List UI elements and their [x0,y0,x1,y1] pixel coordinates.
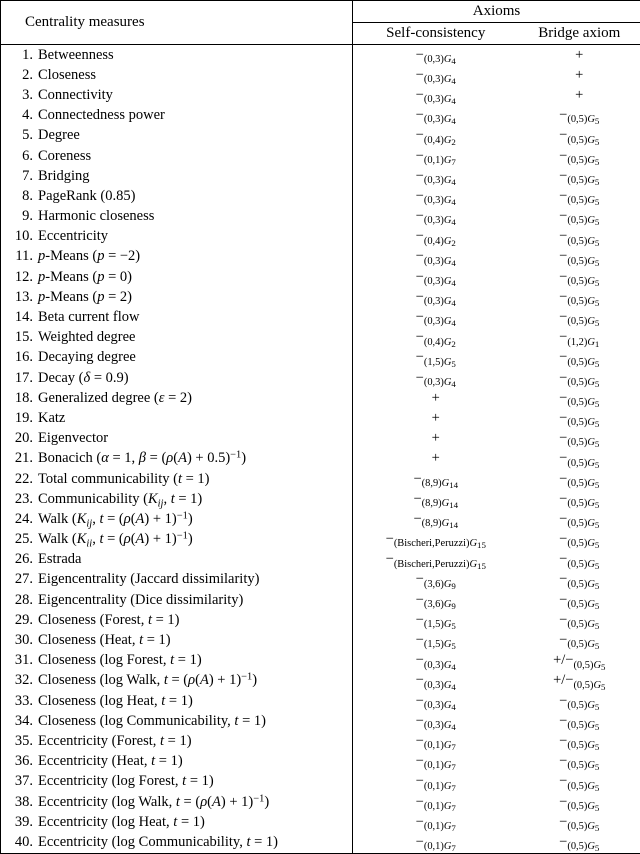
measure-cell [1,812,353,832]
self-consistency-cell: $-_{(3,6)G_9}$ [353,590,519,610]
table-row [1,651,640,671]
bridge-axiom-cell: $-_{(0,5)G_5}$ [519,832,640,853]
self-consistency-cell: $-_{(8,9)G_{14}}$ [353,489,519,509]
self-consistency-cell: $-_{(0,4)G_2}$ [353,328,519,348]
measure-cell [1,368,353,388]
self-consistency-cell: $-_{(0,1)G_7}$ [353,752,519,772]
measure-name: p-Means (p = 2) [38,289,132,305]
measure-cell [1,146,353,166]
measure-name: Connectivity [38,87,113,103]
row-number: 27. [7,571,33,588]
self-consistency-cell: + [353,429,519,449]
measure-cell [1,388,353,408]
bridge-axiom-cell: $-_{(0,5)G_5}$ [519,550,640,570]
row-number: 29. [7,612,33,629]
col-header-self-consistency: Self-consistency [353,23,519,45]
measure-cell [1,772,353,792]
bridge-axiom-cell: $-_{(0,5)G_5}$ [519,752,640,772]
self-consistency-cell: $-_{(0,3)G_4}$ [353,45,519,66]
row-number: 25. [7,531,33,548]
self-consistency-cell: $-_{(0,1)G_7}$ [353,792,519,812]
table-row [1,207,640,227]
bridge-axiom-cell: $-_{(0,5)G_5}$ [519,247,640,267]
measure-name: p-Means (p = 0) [38,269,132,285]
bridge-axiom-cell: $-_{(0,5)G_5}$ [519,368,640,388]
measure-name: Total communicability (t = 1) [38,471,209,487]
measure-name: Closeness (log Communicability, t = 1) [38,713,266,729]
measure-name: Closeness (Forest, t = 1) [38,612,180,628]
measure-cell [1,85,353,105]
table-row [1,812,640,832]
row-number: 11. [7,248,33,265]
measure-name: Closeness (log Heat, t = 1) [38,693,193,709]
row-number: 36. [7,753,33,770]
bridge-axiom-cell: $-_{(0,5)G_5}$ [519,287,640,307]
measure-cell [1,550,353,570]
bridge-axiom-cell: $-_{(0,5)G_5}$ [519,429,640,449]
measure-name: Connectedness power [38,107,165,123]
measure-name: Communicability ($K_{ij}$, t = 1) [38,491,202,507]
bridge-axiom-cell: $-_{(0,5)G_5}$ [519,570,640,590]
table-row [1,711,640,731]
table-row [1,388,640,408]
table-row [1,550,640,570]
row-number: 35. [7,733,33,750]
row-number: 20. [7,430,33,447]
table-row [1,65,640,85]
row-number: 34. [7,713,33,730]
table-row [1,307,640,327]
row-number: 38. [7,794,33,811]
row-number: 5. [7,127,33,144]
measure-cell [1,509,353,529]
table-row [1,570,640,590]
row-number: 16. [7,349,33,366]
bridge-axiom-cell: $-_{(0,5)G_5}$ [519,267,640,287]
measure-cell [1,570,353,590]
measure-name: Weighted degree [38,329,135,345]
table-row [1,731,640,751]
measure-name: Eigenvector [38,430,108,446]
self-consistency-cell: $-_{(0,1)G_7}$ [353,146,519,166]
measure-name: Eccentricity (log Communicability, t = 1) [38,834,278,850]
measure-cell [1,247,353,267]
self-consistency-cell: $-_{(0,3)G_4}$ [353,691,519,711]
table-row [1,691,640,711]
table-row [1,227,640,247]
bridge-axiom-cell: $-_{(0,5)G_5}$ [519,449,640,469]
table-row [1,408,640,428]
bridge-axiom-cell: $-_{(0,5)G_5}$ [519,630,640,650]
bridge-axiom-cell: $-_{(0,5)G_5}$ [519,307,640,327]
measure-cell [1,530,353,550]
measure-cell [1,590,353,610]
self-consistency-cell: $-_{(0,3)G_4}$ [353,85,519,105]
bridge-axiom-cell: $-_{(0,5)G_5}$ [519,691,640,711]
measure-name: Closeness (log Forest, t = 1) [38,652,202,668]
measure-name: Closeness (log Walk, $t = (\rho(A) + 1)^{-1}$) [38,672,257,688]
measure-name: Decaying degree [38,349,136,365]
self-consistency-cell: $-_{(0,3)G_4}$ [353,166,519,186]
self-consistency-cell: + [353,449,519,469]
measure-cell [1,489,353,509]
measure-name: Closeness [38,67,96,83]
row-number: 4. [7,107,33,124]
row-number: 10. [7,228,33,245]
table-body [1,45,640,854]
row-number: 7. [7,168,33,185]
measure-cell [1,752,353,772]
header-row-top [1,1,640,23]
bridge-axiom-cell: $-_{(0,5)G_5}$ [519,711,640,731]
self-consistency-cell: $-_{(Bischeri,Peruzzi)G_{15}}$ [353,550,519,570]
table-row [1,328,640,348]
bridge-axiom-cell: $-_{(0,5)G_5}$ [519,348,640,368]
table-row [1,630,640,650]
self-consistency-cell: $-_{(0,3)G_4}$ [353,106,519,126]
measure-name: Decay (δ = 0.9) [38,370,129,386]
measure-cell [1,408,353,428]
measure-name: p-Means (p = −2) [38,248,140,264]
table-row [1,671,640,691]
row-number: 3. [7,87,33,104]
measure-name: Betweenness [38,47,114,63]
measure-cell [1,227,353,247]
measure-name: Beta current flow [38,309,139,325]
measure-name: PageRank (0.85) [38,188,135,204]
self-consistency-cell: $-_{(0,3)G_4}$ [353,651,519,671]
row-number: 40. [7,834,33,851]
measure-name: Estrada [38,551,81,567]
measure-cell [1,106,353,126]
bridge-axiom-cell: $-_{(0,5)G_5}$ [519,469,640,489]
table-row [1,832,640,853]
measure-cell [1,166,353,186]
bridge-axiom-cell: $-_{(0,5)G_5}$ [519,812,640,832]
measure-cell [1,711,353,731]
row-number: 31. [7,652,33,669]
table-row [1,530,640,550]
measure-name: Degree [38,127,80,143]
self-consistency-cell: $-_{(8,9)G_{14}}$ [353,509,519,529]
self-consistency-cell: $-_{(0,4)G_2}$ [353,126,519,146]
measure-cell [1,307,353,327]
measure-name: Eccentricity (log Walk, $t = (\rho(A) + 1)^{-1}$) [38,794,269,810]
measure-name: Eccentricity (Forest, t = 1) [38,733,192,749]
table-row [1,146,640,166]
table-row [1,489,640,509]
row-number: 33. [7,693,33,710]
self-consistency-cell: $-_{(0,1)G_7}$ [353,731,519,751]
measure-name: Walk ($K_{ii}$, $t = (\rho(A) + 1)^{-1}$) [38,531,193,547]
bridge-axiom-cell: $-_{(0,5)G_5}$ [519,489,640,509]
self-consistency-cell: $-_{(0,3)G_4}$ [353,368,519,388]
measure-cell [1,671,353,691]
bridge-axiom-cell: $-_{(0,5)G_5}$ [519,388,640,408]
bridge-axiom-cell: $-_{(0,5)G_5}$ [519,731,640,751]
row-number: 24. [7,511,33,528]
bridge-axiom-cell: $+/-_{(0,5)G_5}$ [519,671,640,691]
row-number: 2. [7,67,33,84]
row-number: 18. [7,390,33,407]
table-row [1,509,640,529]
row-number: 23. [7,491,33,508]
self-consistency-cell: $-_{(1,5)G_5}$ [353,348,519,368]
self-consistency-cell: $-_{(0,4)G_2}$ [353,227,519,247]
bridge-axiom-cell: $-_{(0,5)G_5}$ [519,590,640,610]
table-row [1,429,640,449]
measure-cell [1,126,353,146]
self-consistency-cell: $-_{(0,1)G_7}$ [353,832,519,853]
measure-cell [1,832,353,853]
measure-cell [1,267,353,287]
bridge-axiom-cell: $+/-_{(0,5)G_5}$ [519,651,640,671]
row-number: 1. [7,47,33,64]
table-row [1,610,640,630]
measure-name: Eccentricity (Heat, t = 1) [38,753,183,769]
table-row [1,45,640,66]
self-consistency-cell: $-_{(0,3)G_4}$ [353,267,519,287]
table-row [1,247,640,267]
row-number: 19. [7,410,33,427]
row-number: 21. [7,450,33,467]
self-consistency-cell: $-_{(3,6)G_9}$ [353,570,519,590]
measure-name: Eccentricity [38,228,108,244]
table-row [1,449,640,469]
row-number: 32. [7,672,33,689]
bridge-axiom-cell: $-_{(0,5)G_5}$ [519,509,640,529]
row-number: 28. [7,592,33,609]
self-consistency-cell: $-_{(0,3)G_4}$ [353,287,519,307]
bridge-axiom-cell: $-_{(0,5)G_5}$ [519,610,640,630]
self-consistency-cell: $-_{(1,5)G_5}$ [353,610,519,630]
table-row [1,106,640,126]
table-row [1,368,640,388]
table-row [1,469,640,489]
self-consistency-cell: $-_{(0,3)G_4}$ [353,65,519,85]
self-consistency-cell: $-_{(0,3)G_4}$ [353,247,519,267]
measure-cell [1,731,353,751]
measure-cell [1,186,353,206]
row-number: 12. [7,269,33,286]
measure-name: Eccentricity (log Heat, t = 1) [38,814,205,830]
table-row [1,590,640,610]
measure-name: Bridging [38,168,90,184]
measure-cell [1,45,353,66]
row-number: 9. [7,208,33,225]
measure-cell [1,651,353,671]
measure-cell [1,691,353,711]
bridge-axiom-cell: $-_{(0,5)G_5}$ [519,106,640,126]
self-consistency-cell: $-_{(0,3)G_4}$ [353,307,519,327]
row-number: 30. [7,632,33,649]
bridge-axiom-cell: $-_{(0,5)G_5}$ [519,207,640,227]
col-header-centrality-measures: Centrality measures [1,1,353,45]
measure-cell [1,287,353,307]
bridge-axiom-cell: + [519,85,640,105]
table-row [1,752,640,772]
bridge-axiom-cell: $-_{(0,5)G_5}$ [519,792,640,812]
table-header [1,1,640,45]
bridge-axiom-cell: $-_{(0,5)G_5}$ [519,146,640,166]
bridge-axiom-cell: $-_{(0,5)G_5}$ [519,126,640,146]
measure-name: Eccentricity (log Forest, t = 1) [38,773,214,789]
self-consistency-cell: $-_{(0,3)G_4}$ [353,671,519,691]
bridge-axiom-cell: $-_{(0,5)G_5}$ [519,166,640,186]
row-number: 26. [7,551,33,568]
row-number: 13. [7,289,33,306]
table-row [1,166,640,186]
self-consistency-cell: $-_{(0,3)G_4}$ [353,186,519,206]
measure-cell [1,429,353,449]
bridge-axiom-cell: $-_{(0,5)G_5}$ [519,186,640,206]
measure-name: Katz [38,410,65,426]
measure-cell [1,792,353,812]
bridge-axiom-cell: + [519,45,640,66]
measure-name: Walk ($K_{ij}$, $t = (\rho(A) + 1)^{-1}$) [38,511,193,527]
row-number: 15. [7,329,33,346]
row-number: 39. [7,814,33,831]
measure-name: Bonacich (α = 1, $\beta = (\rho(A) + 0.5)^{-1}$) [38,450,246,466]
measure-cell [1,328,353,348]
table-row [1,348,640,368]
row-number: 22. [7,471,33,488]
measure-cell [1,469,353,489]
bridge-axiom-cell: $-_{(0,5)G_5}$ [519,227,640,247]
self-consistency-cell: $-_{(8,9)G_{14}}$ [353,469,519,489]
row-number: 6. [7,148,33,165]
measure-cell [1,207,353,227]
self-consistency-cell: + [353,388,519,408]
col-header-bridge-axiom: Bridge axiom [519,23,640,45]
table-row [1,85,640,105]
measure-name: Eigencentrality (Jaccard dissimilarity) [38,571,259,587]
measure-cell [1,348,353,368]
measure-cell [1,449,353,469]
measure-name: Harmonic closeness [38,208,154,224]
bridge-axiom-cell: + [519,65,640,85]
measure-cell [1,630,353,650]
table-row [1,267,640,287]
bridge-axiom-cell: $-_{(0,5)G_5}$ [519,530,640,550]
bridge-axiom-cell: $-_{(0,5)G_5}$ [519,408,640,428]
table-row [1,287,640,307]
row-number: 14. [7,309,33,326]
bridge-axiom-cell: $-_{(0,5)G_5}$ [519,772,640,792]
measure-name: Generalized degree (ε = 2) [38,390,192,406]
row-number: 17. [7,370,33,387]
self-consistency-cell: $-_{(0,1)G_7}$ [353,812,519,832]
row-number: 8. [7,188,33,205]
self-consistency-cell: $-_{(1,5)G_5}$ [353,630,519,650]
measure-cell [1,65,353,85]
self-consistency-cell: $-_{(Bischeri,Peruzzi)G_{15}}$ [353,530,519,550]
bridge-axiom-cell: $-_{(1,2)G_1}$ [519,328,640,348]
self-consistency-cell: $-_{(0,3)G_4}$ [353,711,519,731]
measure-name: Eigencentrality (Dice dissimilarity) [38,592,243,608]
table-row [1,126,640,146]
measure-cell [1,610,353,630]
self-consistency-cell: $-_{(0,3)G_4}$ [353,207,519,227]
measure-name: Coreness [38,148,91,164]
self-consistency-cell: + [353,408,519,428]
table-row [1,186,640,206]
self-consistency-cell: $-_{(0,1)G_7}$ [353,772,519,792]
row-number: 37. [7,773,33,790]
table-row [1,772,640,792]
table-row [1,792,640,812]
col-header-axioms: Axioms [353,1,640,23]
measure-name: Closeness (Heat, t = 1) [38,632,171,648]
